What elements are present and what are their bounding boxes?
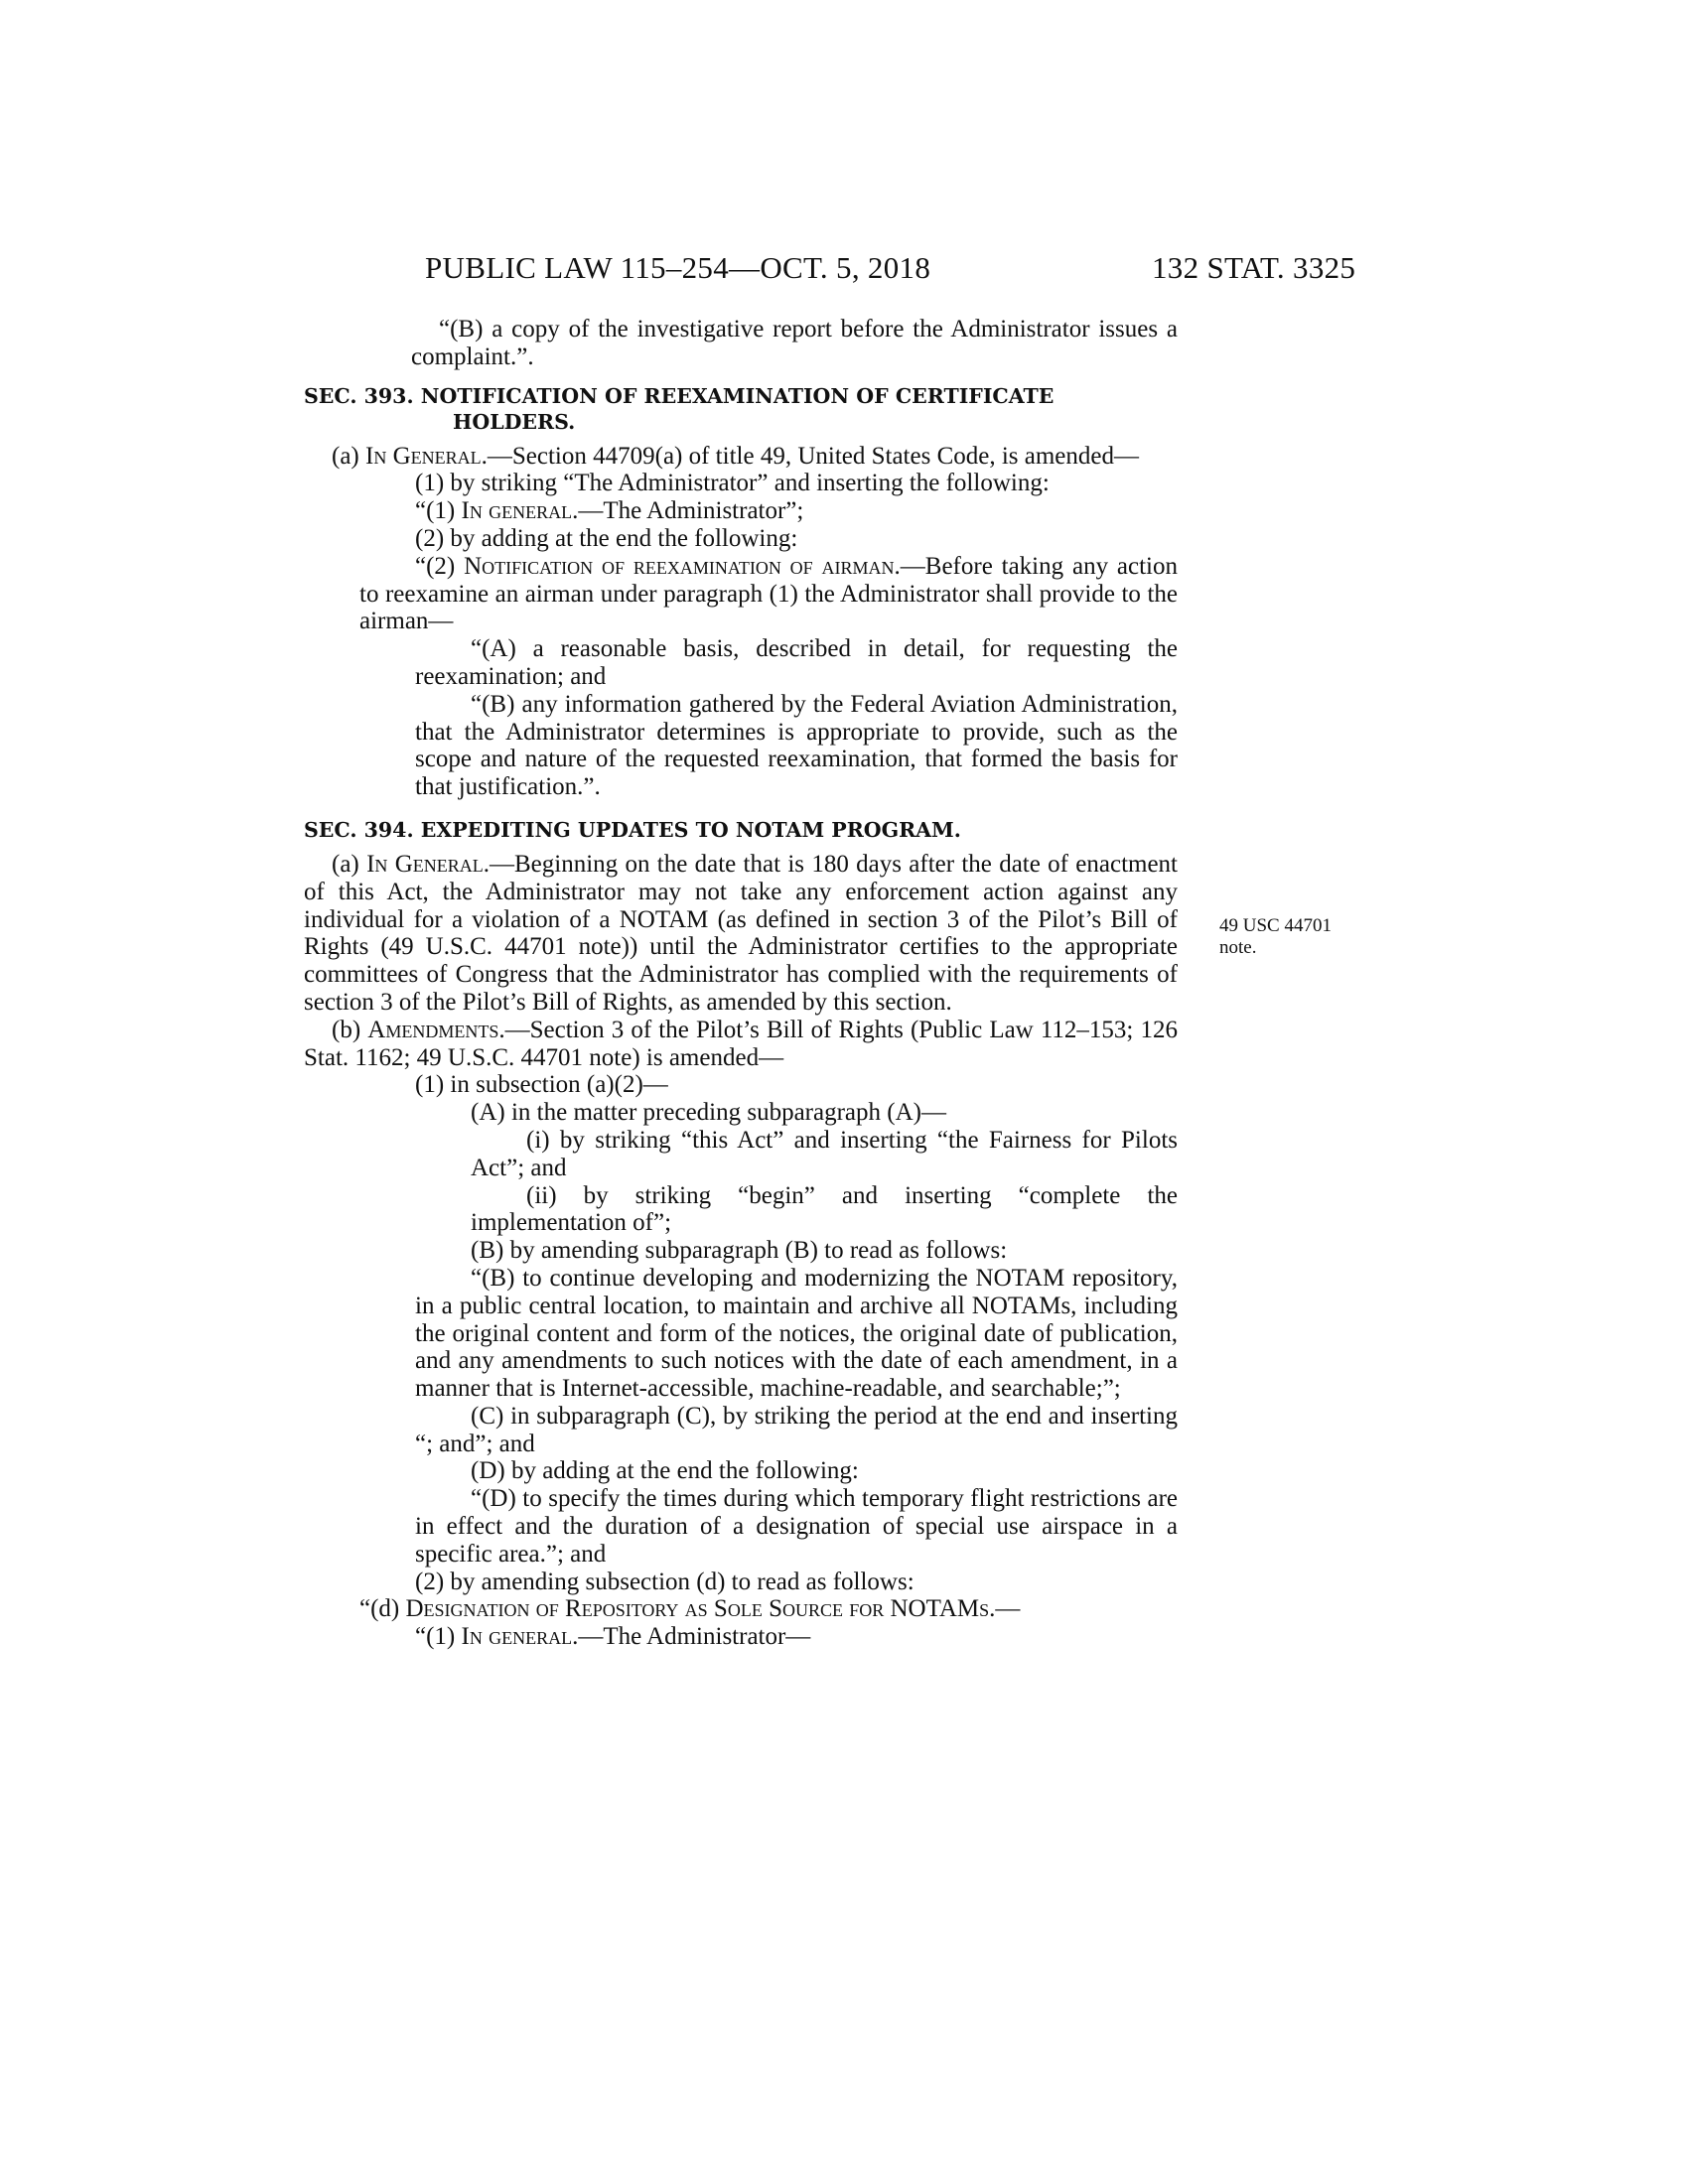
section-393-para-1: (1) by striking “The Administrator” and inserting the following:	[415, 470, 1050, 497]
section-394-d-1-heading: In general	[461, 1623, 573, 1651]
section-394-d-quote-text: .—	[989, 1595, 1021, 1623]
section-394-para-1-C: (C) in subparagraph (C), by striking the period at the end and inserting “; and”; and	[415, 1402, 1178, 1457]
section-393-subpara-B: “(B) any information gathered by the Federal Aviation Administration, that the Administrator determines is appropriate to provide, such as the scope and nature of the requested reexamination, that formed the basis for that justification.”.	[415, 690, 1178, 801]
section-394-d-quote-number: “(d)	[359, 1595, 406, 1623]
section-393-subpara-A: “(A) a reasonable basis, described in detail, for requesting the reexamination; and	[415, 635, 1178, 690]
section-393-para-2-quote-heading: Notification of reexamination of airman	[464, 552, 895, 580]
section-394-a-text: .—Beginning on the date that is 180 days after the date of enactment of this Act, the Administrator may not take any enforcement action against any individual for a violation of a NOTAM (as defined in section 3 of the Pilot’s Bill of Rights (49 U.S.C. 44701 note)) until the Administrator certifies to the appropriate committees of Congress that the Administrator has complied with the requirements of section 3 of the Pilot’s Bill of Rights, as amended by this section.	[304, 850, 1179, 1016]
running-head-title: PUBLIC LAW 115–254—OCT. 5, 2018	[425, 250, 931, 285]
section-393-para-2-quote	[304, 553, 1178, 635]
section-394-para-1-A-i: (i) by striking “this Act” and inserting “the Fairness for Pilots Act”; and	[471, 1126, 1178, 1181]
section-394-heading: SEC. 394. EXPEDITING UPDATES TO NOTAM PROGRAM.	[304, 817, 961, 842]
body-text	[304, 316, 1178, 1651]
section-394-d-quote	[304, 1595, 1178, 1623]
margin-note-citation: 49 USC 44701	[1219, 915, 1332, 936]
section-393-para-2: (2) by adding at the end the following:	[415, 524, 798, 552]
section-394-para-1-B-quote: “(B) to continue developing and modernizing the NOTAM repository, in a public central location, to maintain and archive all NOTAMs, including the original content and form of the notices, the original date of publication, and any amendments to such notices with the date of each amendment, in a manner that is Internet-accessible, machine-readable, and searchable;”;	[415, 1264, 1178, 1403]
section-394-a	[304, 851, 1178, 1017]
section-394-para-1-A: (A) in the matter preceding subparagraph (A)—	[471, 1099, 946, 1127]
section-393-a-text: .—Section 44709(a) of title 49, United States Code, is amended—	[481, 442, 1140, 470]
section-394-para-1: (1) in subsection (a)(2)—	[415, 1071, 668, 1099]
section-393-heading-cont: HOLDERS.	[453, 409, 576, 434]
margin-note-label: note.	[1219, 937, 1257, 958]
section-393-para-1-quote-number: “(1)	[415, 497, 462, 525]
section-394-para-1-A-ii: (ii) by striking “begin” and inserting “complete the implementation of”;	[471, 1181, 1178, 1237]
margin-note	[1219, 915, 1358, 959]
section-394-d-1-text: .—The Administrator—	[572, 1623, 811, 1651]
section-393-a	[304, 443, 1178, 471]
section-393-para-1-quote-text: .—The Administrator”;	[572, 497, 804, 525]
paragraph-b-copy: “(B) a copy of the investigative report before the Administrator issues a complaint.”.	[411, 316, 1178, 370]
section-393-para-2-quote-text: .—Before taking any action to reexamine an airman under paragraph (1) the Administrator shall provide to the airman—	[359, 552, 1178, 635]
section-394-b-heading: Amendments	[367, 1016, 499, 1043]
section-394-a-heading: In General	[366, 850, 484, 878]
section-393-a-heading: In General	[365, 442, 482, 470]
section-394-para-2: (2) by amending subsection (d) to read as follows:	[415, 1568, 914, 1595]
section-394-d-1-number: “(1)	[415, 1623, 462, 1651]
section-394-d-1	[304, 1623, 1178, 1651]
section-394-b	[304, 1017, 1178, 1072]
section-394-a-number: (a)	[332, 850, 367, 878]
section-393-heading	[304, 383, 1178, 435]
section-394-b-text: .—Section 3 of the Pilot’s Bill of Rights (Public Law 112–153; 126 Stat. 1162; 49 U.S.C. 44701 note) is amended—	[304, 1016, 1179, 1071]
section-393-heading-text: SEC. 393. NOTIFICATION OF REEXAMINATION OF CERTIFICATE	[304, 383, 1055, 408]
section-394-d-quote-heading: Designation of Repository as Sole Source for NOTAMs	[405, 1595, 990, 1623]
section-394-b-number: (b)	[332, 1016, 368, 1043]
section-394-para-1-D-quote: “(D) to specify the times during which temporary flight restrictions are in effect and the duration of a designation of special use airspace in a specific area.”; and	[415, 1485, 1178, 1568]
section-393-para-1-quote-heading: In general	[461, 497, 573, 525]
section-393-a-number: (a)	[332, 442, 365, 470]
section-394-para-1-B: (B) by amending subparagraph (B) to read as follows:	[471, 1237, 1008, 1265]
section-393-para-1-quote	[304, 497, 1178, 525]
running-head-stat-page: 132 STAT. 3325	[1152, 250, 1356, 285]
section-394-para-1-D: (D) by adding at the end the following:	[471, 1457, 859, 1485]
section-393-para-2-quote-number: “(2)	[415, 552, 465, 580]
